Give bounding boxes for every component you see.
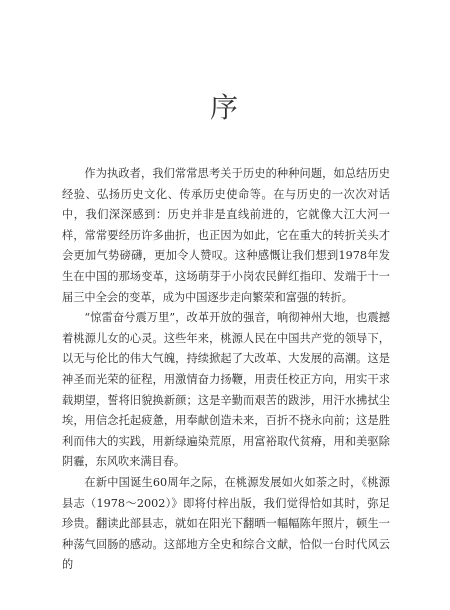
page-title: 序 — [209, 91, 240, 124]
preface-body — [62, 164, 390, 576]
paragraph-3: 在新中国诞生60周年之际，在桃源发展如火如荼之时，《桃源县志（1978～2002）》即将付梓出版，我们觉得恰如其时，弥足珍贵。翻读此部县志，就如在阳光下翻晒一幅幅陈年照片，顿生一种荡气回肠的感动。这部地方全史和综合文献，恰似一台时代风云的 — [62, 475, 390, 572]
paragraph-2: “惊雷奋兮震万里”，改革开放的强音，响彻神州大地，也震撼着桃源儿女的心灵。这些年来，桃源人民在中国共产党的领导下，以无与伦比的伟大气魄，持续掀起了大改革、大发展的高潮。这是神圣而光荣的征程，用激情奋力扬鞭，用责任校正方向，用实干求载期望，誓将旧貌换新颜；这是辛勤而艰苦的跋涉，用汗水拂拭尘埃，用信念托起疲惫，用奉献创造未来，百折不挠永向前；这是胜利而伟大的实践，用新绿遍染荒原，用富裕取代贫瘠，用和美驱除阴霾，东风吹来满目春。 — [62, 311, 390, 469]
paragraph-1: 作为执政者，我们常常思考关于历史的种种问题，如总结历史经验、弘扬历史文化、传承历史使命等。在与历史的一次次对话中，我们深深感到：历史并非是直线前进的，它就像大江大河一样，常常要经历许多曲折，也正因为如此，它在重大的转折关头才会更加气势磅礴，更加令人赞叹。这种感慨让我们想到1978年发生在中国的那场变革，这场萌芽于小岗农民鲜红指印、发端于十一届三中全会的变革，成为中国逐步走向繁荣和富强的转折。 — [62, 167, 390, 304]
